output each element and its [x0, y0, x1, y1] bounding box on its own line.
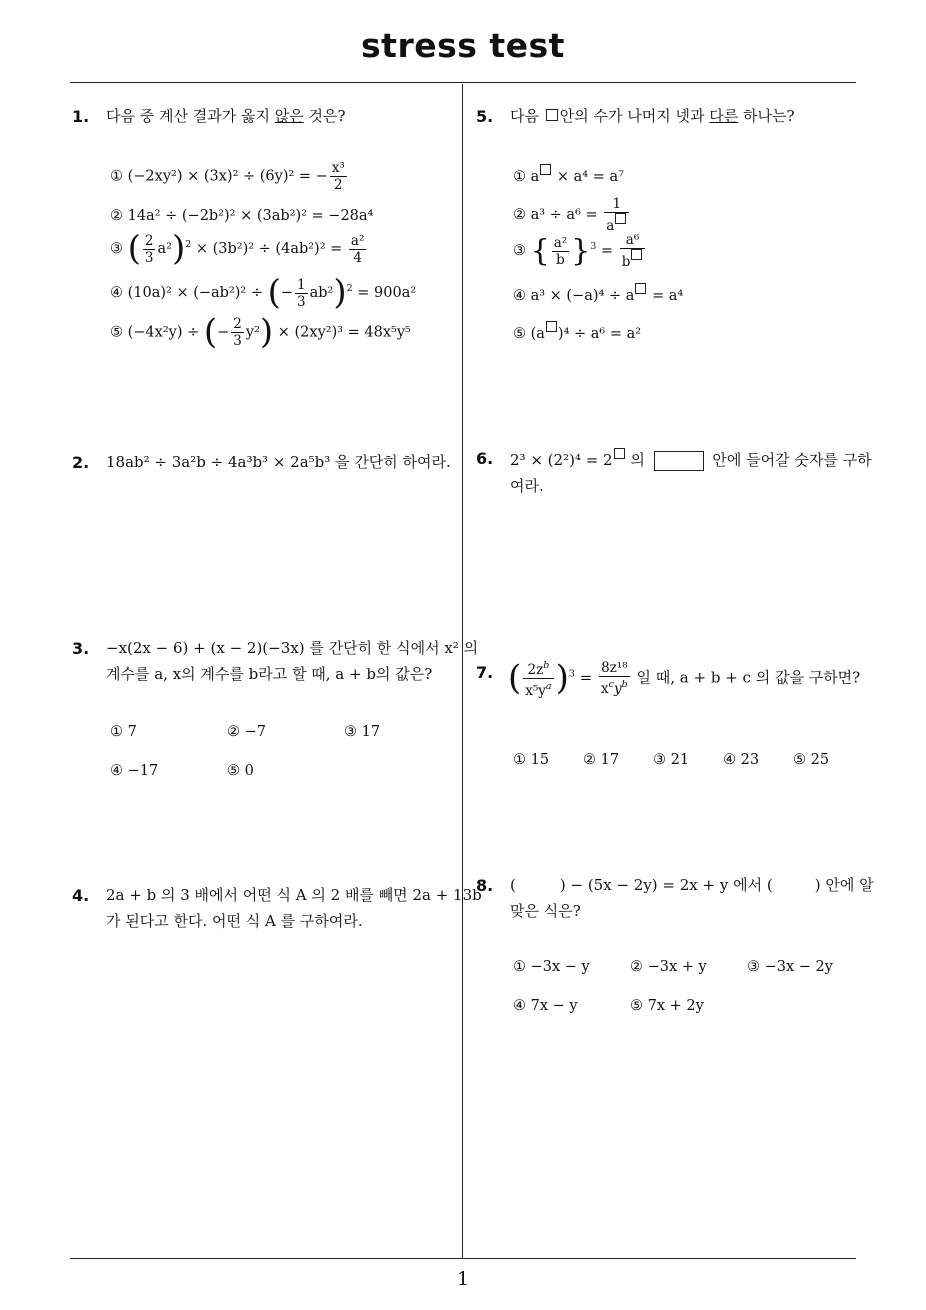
option-marker: ③ — [513, 243, 526, 259]
fraction — [599, 660, 630, 697]
option-expr: ab² — [309, 285, 334, 301]
option-expr: ④ a³ × (−a)⁴ ÷ a — [513, 288, 635, 304]
page-title: stress test — [361, 26, 565, 65]
empty-box-icon — [546, 321, 557, 332]
question-number: 1. — [72, 107, 90, 126]
option-4[interactable] — [513, 283, 683, 309]
empty-box-icon — [546, 109, 558, 121]
option-expr: × (3b²)² ÷ (4ab²)² = — [191, 241, 343, 257]
option-expr: = — [596, 243, 614, 259]
question-number: 8. — [476, 876, 494, 895]
denominator: 3 — [297, 293, 306, 310]
numerator: 2 — [144, 232, 154, 249]
option-expr: × (2xy²)³ = 48x⁵y⁵ — [273, 324, 411, 341]
fraction — [349, 233, 366, 266]
question-text-line-1: 2a + b 의 3 배에서 어떤 식 A 의 2 배를 빼면 2a + 13b — [106, 886, 482, 904]
question-text — [106, 104, 346, 129]
option-expr: y² — [245, 324, 260, 341]
denominator-text: x⁵y — [525, 683, 546, 699]
option-3[interactable]: ③ −3x − 2y — [747, 959, 833, 975]
option-expr: ④ (10a)² × (−ab²)² ÷ — [110, 285, 263, 301]
question-text-line-2: 가 된다고 한다. 어떤 식 A 를 구하여라. — [106, 912, 363, 930]
option-4[interactable]: ④ −17 — [110, 763, 159, 779]
question-text-line-2: 계수를 a, x의 계수를 b라고 할 때, a + b의 값은? — [106, 665, 433, 683]
numerator: 1 — [604, 196, 629, 213]
numerator: 1 — [297, 276, 306, 293]
option-expr: ⑤ (a — [513, 326, 545, 342]
option-3[interactable]: ③ 21 — [653, 752, 690, 768]
numerator: 8z¹⁸ — [599, 660, 630, 677]
option-1[interactable]: ① 7 — [110, 724, 137, 740]
denominator: 4 — [353, 249, 362, 266]
empty-box-icon — [635, 283, 646, 294]
option-5[interactable]: ⑤ 0 — [227, 763, 254, 779]
numerator: x³ — [331, 160, 345, 176]
text-part: 안의 수가 나머지 넷과 — [559, 107, 710, 125]
fraction — [231, 316, 244, 349]
option-marker: ③ — [110, 241, 123, 257]
option-5[interactable]: ⑤ 25 — [793, 752, 830, 768]
option-5[interactable]: ⑤ (−4x²y) ÷ (− $\frac{2}{3}$ y²) × (2xy²)³ = 48x⁵y⁵ — [110, 312, 411, 352]
question-number: 5. — [476, 107, 494, 126]
text-part: 것은? — [303, 107, 346, 125]
fraction — [604, 196, 629, 234]
question-number: 6. — [476, 449, 494, 468]
option-expr: )⁴ ÷ a⁶ = a² — [557, 326, 642, 342]
option-4[interactable]: ④ (10a)² × (−ab²)² ÷ (− $\frac{1}{3}$ ab²)$^2$ = 900a² — [110, 272, 417, 313]
empty-box-icon — [631, 249, 642, 260]
numerator: $2z^b$ — [523, 658, 553, 679]
numerator: a² — [350, 232, 365, 249]
option-expr: ② a³ ÷ a⁶ = — [513, 207, 598, 223]
question-number: 7. — [476, 663, 494, 682]
fraction — [295, 277, 308, 310]
bottom-rule — [70, 1258, 856, 1259]
option-1[interactable]: ① −3x − y — [513, 959, 590, 975]
denominator: 2 — [334, 177, 343, 193]
option-1[interactable]: ① 15 — [513, 752, 550, 768]
option-expr: ⑤ (−4x²y) ÷ — [110, 324, 200, 341]
option-1[interactable] — [513, 164, 624, 190]
option-1[interactable] — [110, 160, 349, 193]
denominator: 3 — [144, 249, 154, 266]
question-number: 2. — [72, 453, 90, 472]
option-expr: × a⁴ = a⁷ — [552, 169, 624, 185]
underlined-word: 않은 — [274, 107, 304, 125]
option-2[interactable]: ② 14a² ÷ (−2b²)² × (3ab²)² = −28a⁴ — [110, 208, 374, 224]
option-2[interactable]: ② −3x + y — [630, 959, 707, 975]
option-4[interactable]: ④ 7x − y — [513, 998, 578, 1014]
denominator-text: x — [601, 681, 609, 697]
option-expr: = a⁴ — [647, 288, 684, 304]
question-text-line-2: 맞은 식은? — [510, 902, 581, 920]
question-text — [510, 104, 795, 129]
equals-sign: = — [574, 668, 593, 687]
option-expr: ① (−2xy²) × (3x)² ÷ (6y)² = − — [110, 168, 328, 185]
fraction — [552, 235, 569, 268]
option-3[interactable]: ③ { $\frac{\text{a²}}{b}$ }$^3$ = $\frac{\text{a⁶}}{b}$ — [513, 232, 647, 270]
denominator-text: a — [606, 218, 615, 234]
question-text-line-1 — [510, 873, 874, 898]
top-rule — [70, 82, 856, 83]
option-3[interactable]: ③ ( $\frac{2}{3}$ a²)$^2$ × (3b²)² ÷ (4ab²)² = $\frac{\text{a²}}{4}$ — [110, 228, 365, 269]
option-3[interactable]: ③ 17 — [344, 724, 381, 740]
question-text-line-1: −x(2x − 6) + (x − 2)(−3x) 를 간단히 한 식에서 x² 의 — [106, 639, 479, 657]
denominator: b — [556, 251, 565, 268]
denominator — [604, 213, 629, 234]
text-part: 다음 — [510, 107, 544, 125]
question-text: ( $\frac{2z^b}{x^5y^a}$ )$^3$ = $\frac{\text{8z¹⁸}}{x^cy^b}$ 일 때, a + b + c 의 값을 구하면? — [508, 658, 861, 699]
text-part: 하나는? — [738, 107, 795, 125]
option-expr: ① a — [513, 169, 540, 185]
text-part: ( — [510, 876, 516, 894]
column-divider — [462, 84, 463, 1258]
question-text: 18ab² ÷ 3a²b ÷ 4a³b³ × 2a⁵b³ 을 간단히 하여라. — [106, 453, 451, 471]
option-5[interactable]: ⑤ 7x + 2y — [630, 998, 704, 1014]
text-part: ) 안에 알 — [814, 876, 874, 894]
text-part: ) − (5x − 2y) = 2x + y 에서 ( — [559, 876, 773, 894]
question-number: 4. — [72, 886, 90, 905]
denominator: $x^cy^b$ — [601, 679, 628, 697]
numerator: 2 — [233, 316, 242, 332]
option-expr: = 900a² — [352, 285, 417, 301]
option-2[interactable]: ② −7 — [227, 724, 266, 740]
question-text-line-1 — [510, 448, 872, 473]
text-part: 다음 중 계산 결과가 옳지 — [106, 107, 275, 125]
question-number: 3. — [72, 639, 90, 658]
fraction — [523, 658, 553, 699]
text-part: 의 — [625, 451, 650, 469]
text-part: 2³ × (2²)⁴ = 2 — [510, 451, 613, 469]
option-4[interactable]: ④ 23 — [723, 752, 760, 768]
option-expr: a² — [157, 241, 172, 257]
numerator-text: 2z — [527, 662, 544, 678]
underlined-word: 다른 — [709, 107, 739, 125]
fraction — [620, 232, 646, 270]
denominator: 3 — [233, 333, 242, 349]
option-2[interactable]: ② 17 — [583, 752, 620, 768]
empty-box-icon — [614, 448, 625, 459]
question-text-line-2: 여라. — [510, 477, 544, 495]
denominator-text: b — [621, 254, 631, 270]
page-number: 1 — [456, 1268, 470, 1290]
text-part: 일 때, a + b + c 의 값을 구하면? — [631, 668, 861, 687]
empty-box-icon — [615, 213, 626, 224]
answer-blank-box[interactable] — [654, 451, 704, 471]
option-5[interactable] — [513, 321, 641, 347]
fraction — [330, 160, 347, 193]
numerator: a² — [553, 234, 568, 251]
fraction — [143, 233, 156, 266]
denominator — [620, 249, 646, 270]
empty-box-icon — [540, 164, 551, 175]
numerator: a⁶ — [620, 232, 646, 249]
text-part: 안에 들어갈 숫자를 구하 — [707, 451, 872, 469]
denominator: $x^5y^a$ — [525, 681, 552, 699]
option-2[interactable] — [513, 196, 631, 234]
